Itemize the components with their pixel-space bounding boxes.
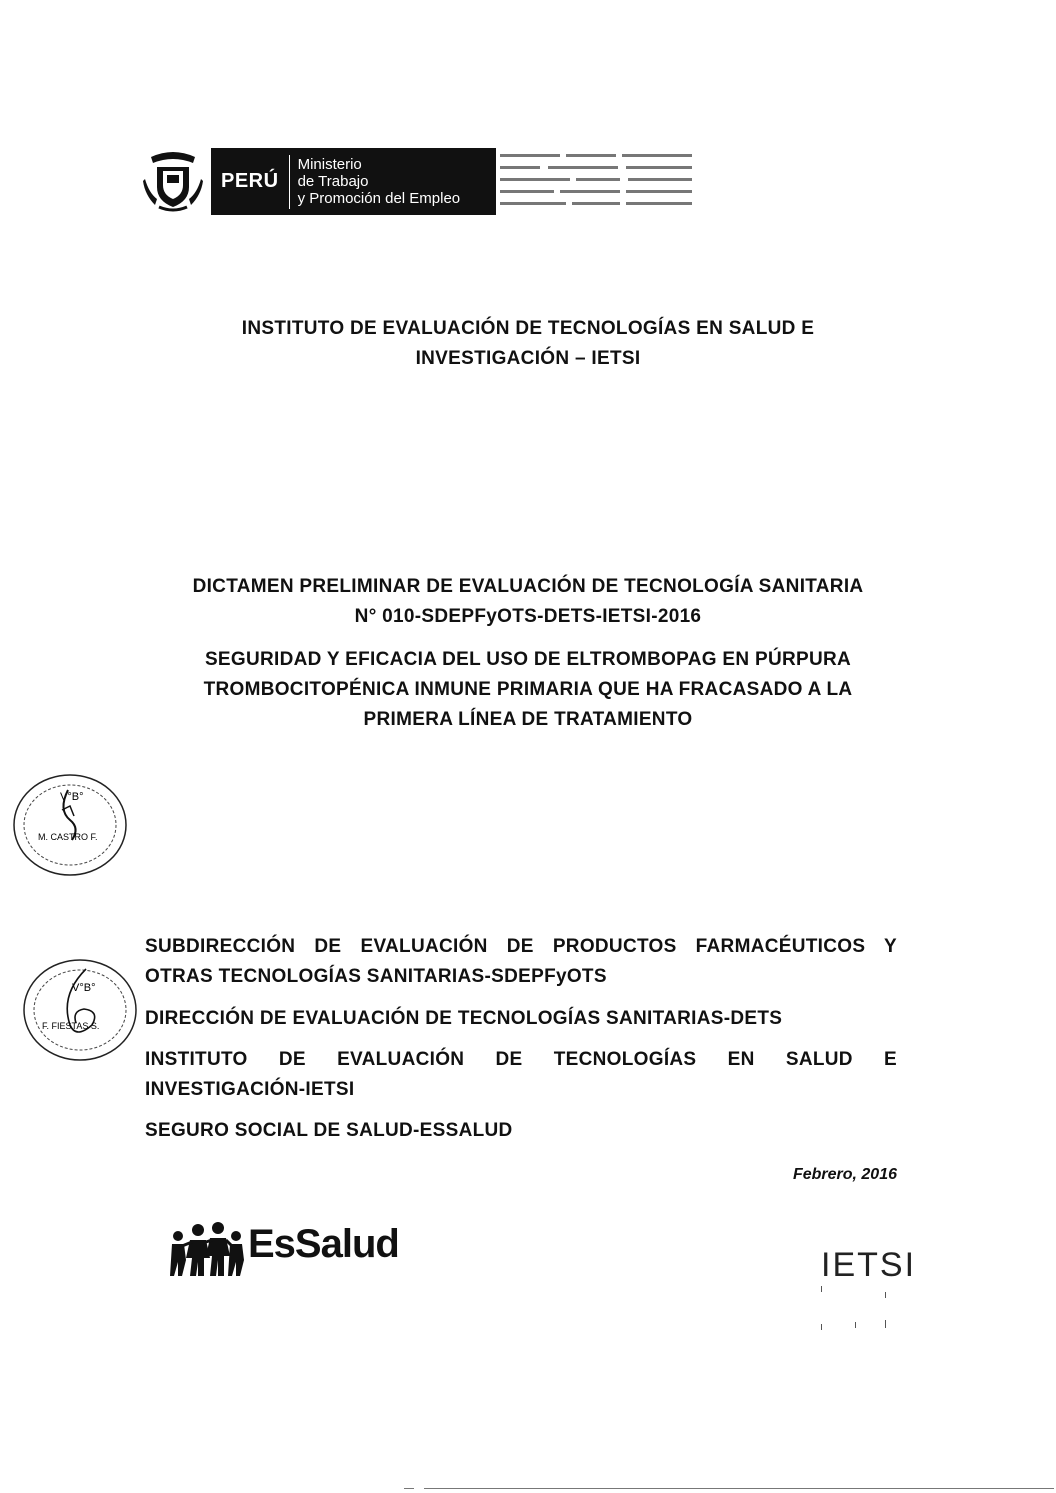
ietsi-logo-marks — [815, 1286, 925, 1342]
essalud-wordmark: EsSalud — [248, 1222, 399, 1266]
stamp-top-text: V°B° — [72, 982, 96, 994]
ministry-line: de Trabajo — [297, 173, 369, 190]
approval-stamp — [20, 955, 140, 1065]
stamp-bottom-text: M. CASTRO F. — [38, 832, 98, 842]
dictamen-title — [100, 572, 956, 632]
topic-line: TROMBOCITOPÉNICA INMUNE PRIMARIA QUE HA FRACASADO A LA — [203, 679, 853, 700]
topic-line: PRIMERA LÍNEA DE TRATAMIENTO — [363, 709, 693, 730]
org-essalud — [145, 1116, 897, 1146]
peru-ministry-badge — [211, 148, 496, 215]
stamp-top-text: V°B° — [60, 791, 84, 803]
ministry-logo-header — [143, 145, 703, 217]
org-line: SEGURO SOCIAL DE SALUD-ESSALUD — [145, 1120, 513, 1141]
dictamen-line: DICTAMEN PRELIMINAR DE EVALUACIÓN DE TECNOLOGÍA SANITARIA — [192, 576, 864, 597]
ietsi-logo — [815, 1246, 925, 1346]
org-dets — [145, 1004, 897, 1034]
footer-scan-rule — [404, 1488, 1054, 1490]
stamp-bottom-text: F. FIESTAS S. — [42, 1021, 100, 1031]
org-line: DIRECCIÓN DE EVALUACIÓN DE TECNOLOGÍAS SANITARIAS-DETS — [145, 1008, 783, 1029]
org-line: INVESTIGACIÓN-IETSI — [145, 1079, 355, 1100]
header-scan-texture — [496, 148, 703, 215]
ministry-line: Ministerio — [297, 156, 362, 173]
family-figures-icon — [168, 1220, 246, 1278]
ietsi-wordmark: IETSI — [821, 1246, 917, 1284]
country-label: PERÚ — [221, 170, 279, 192]
document-date: Febrero, 2016 — [792, 1166, 897, 1183]
topic-title — [100, 645, 956, 735]
national-shield-icon — [143, 149, 203, 213]
approval-stamp — [10, 770, 130, 880]
org-line: INSTITUTO DE EVALUACIÓN DE TECNOLOGÍAS EN SALUD E — [145, 1049, 897, 1070]
org-line: OTRAS TECNOLOGÍAS SANITARIAS-SDEPFyOTS — [145, 966, 607, 987]
org-ietsi — [145, 1045, 897, 1105]
ministry-line: y Promoción del Empleo — [297, 190, 461, 207]
org-sdepfyots — [145, 932, 897, 992]
topic-line: SEGURIDAD Y EFICACIA DEL USO DE ELTROMBOPAG EN PÚRPURA — [204, 649, 852, 670]
institute-title-line: INVESTIGACIÓN – IETSI — [415, 348, 641, 369]
ministry-name — [290, 156, 461, 207]
essalud-logo — [168, 1218, 458, 1280]
institute-title — [100, 314, 956, 374]
dictamen-number: N° 010-SDEPFyOTS-DETS-IETSI-2016 — [354, 606, 702, 627]
institute-title-line: INSTITUTO DE EVALUACIÓN DE TECNOLOGÍAS EN SALUD E — [241, 318, 815, 339]
org-line: SUBDIRECCIÓN DE EVALUACIÓN DE PRODUCTOS FARMACÉUTICOS Y — [145, 936, 897, 957]
